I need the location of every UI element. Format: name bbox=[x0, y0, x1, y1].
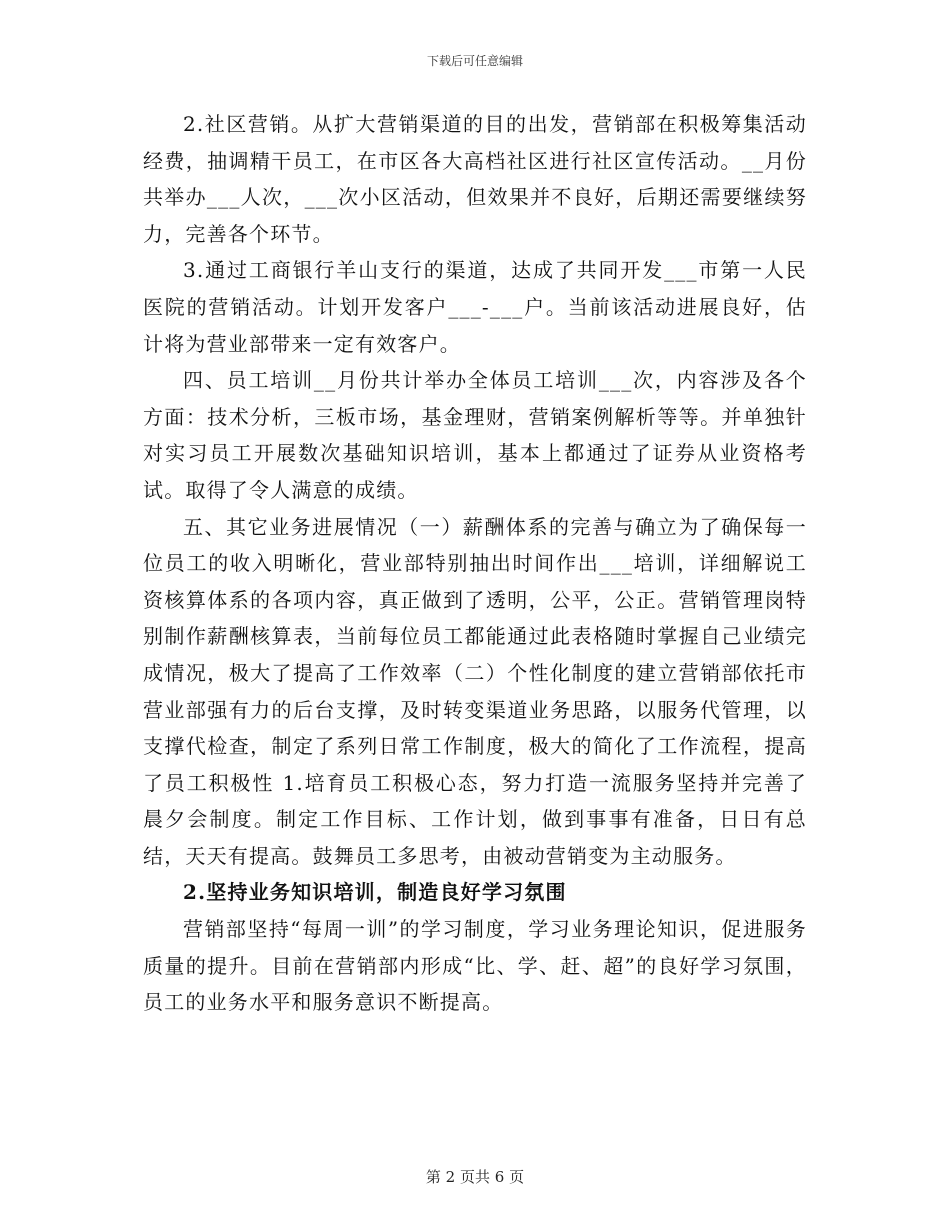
document-body bbox=[143, 106, 807, 1021]
paragraph-bank-channel: 3.通过工商银行羊山支行的渠道，达成了共同开发___市第一人民医院的营销活动。计划开发客户___-___户。当前该活动进展良好，估计将为营业部带来一定有效客户。 bbox=[143, 258, 807, 356]
paragraph-other-business: 五、其它业务进展情况（一）薪酬体系的完善与确立为了确保每一位员工的收入明晰化，营业部特别抽出时间作出___培训，详细解说工资核算体系的各项内容，真正做到了透明，公平，公正。营销管理岗特别制作薪酬核算表，当前每位员工都能通过此表格随时掌握自己业绩完成情况，极大了提高了工作效率（二）个性化制度的建立营销部依托市营业部强有力的后台支撑，及时转变渠道业务思路，以服务代管理，以支撑代检查，制定了系列日常工作制度，极大的简化了工作流程，提高了员工积极性 1.培育员工积极心态，努力打造一流服务坚持并完善了晨夕会制度。制定工作目标、工作计划，做到事事有准备，日日有总结，天天有提高。鼓舞员工多思考，由被动营销变为主动服务。 bbox=[143, 514, 807, 868]
page-header: 下载后可任意编辑 bbox=[426, 54, 523, 68]
paragraph-staff-training: 四、员工培训__月份共计举办全体员工培训___次，内容涉及各个方面：技术分析，三板市场，基金理财，营销案例解析等等。并单独针对实习员工开展数次基础知识培训，基本上都通过了证券从业资格考试。取得了令人满意的成绩。 bbox=[143, 368, 807, 502]
paragraph-community-marketing: 2.社区营销。从扩大营销渠道的目的出发，营销部在积极筹集活动经费，抽调精干员工，在市区各大高档社区进行社区宣传活动。__月份共举办___人次，___次小区活动，但效果并不良好，后期还需要继续努力，完善各个环节。 bbox=[143, 112, 807, 246]
section-heading-knowledge-training: 2.坚持业务知识培训，制造良好学习氛围 bbox=[183, 880, 567, 905]
page-footer: 第 2 页共 6 页 bbox=[425, 1168, 525, 1186]
paragraph-weekly-training: 营销部坚持“每周一训”的学习制度，学习业务理论知识，促进服务质量的提升。目前在营销部内形成“比、学、赶、超”的良好学习氛围，员工的业务水平和服务意识不断提高。 bbox=[143, 917, 807, 1015]
